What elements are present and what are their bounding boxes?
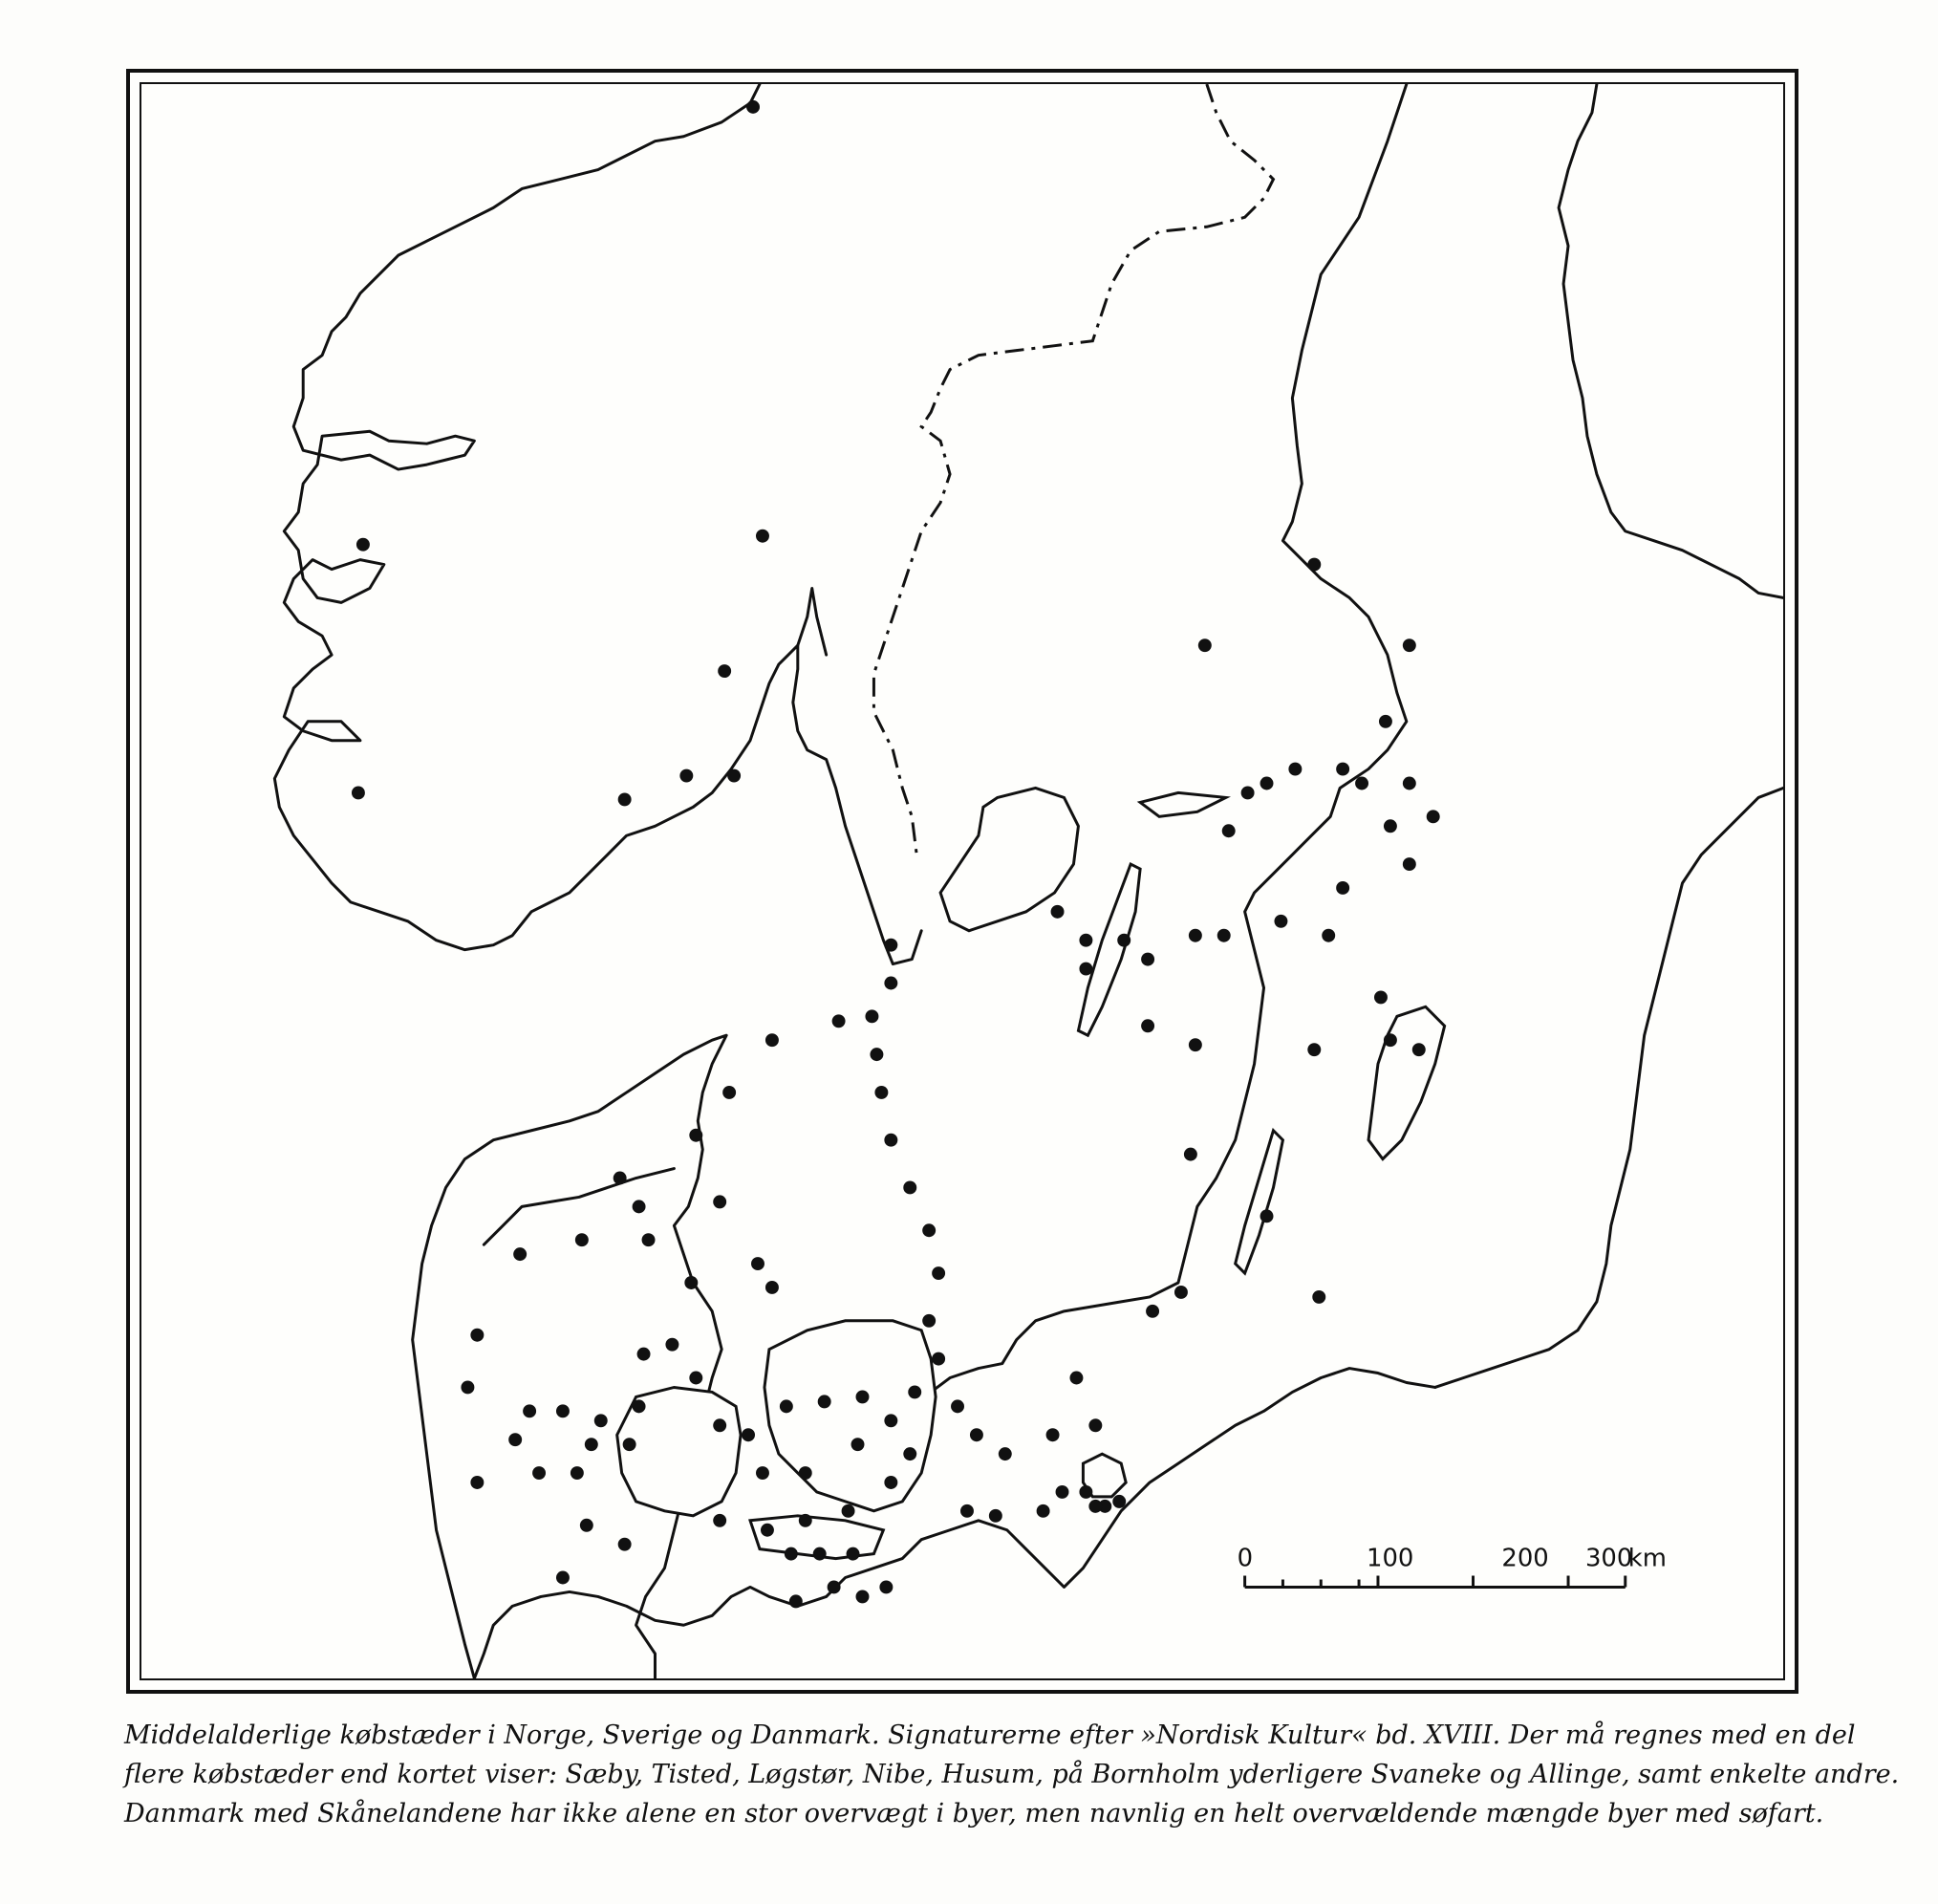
town-dot bbox=[470, 1329, 484, 1342]
town-dot bbox=[970, 1428, 983, 1441]
scale-unit-label: km bbox=[1627, 1544, 1667, 1573]
town-dot bbox=[684, 1276, 698, 1289]
town-dot bbox=[842, 1504, 855, 1518]
town-dot bbox=[1312, 1290, 1325, 1304]
town-dot bbox=[689, 1129, 702, 1142]
town-dot bbox=[594, 1414, 608, 1427]
town-dot bbox=[785, 1547, 798, 1561]
town-dot bbox=[951, 1399, 964, 1413]
town-dot bbox=[633, 1399, 646, 1413]
town-dot bbox=[856, 1390, 870, 1403]
town-dot bbox=[1079, 1485, 1092, 1499]
caption-line-2: flere købstæder end kortet viser: Sæby, Tisted, Løgstør, Nibe, Husum, på Bornholm yderligere Svaneke og Allinge, samt enkelte andre. bbox=[124, 1760, 1900, 1789]
town-dot bbox=[1384, 819, 1397, 833]
town-dot bbox=[908, 1385, 921, 1398]
town-dot bbox=[1046, 1428, 1060, 1441]
town-dot bbox=[1184, 1148, 1197, 1161]
town-dot bbox=[642, 1233, 656, 1246]
town-dot bbox=[356, 538, 370, 552]
town-dot bbox=[722, 1086, 736, 1099]
town-dot bbox=[828, 1580, 841, 1593]
map-canvas bbox=[141, 84, 1783, 1678]
town-dot bbox=[556, 1571, 570, 1585]
town-dot bbox=[713, 1195, 726, 1208]
town-dot bbox=[1112, 1495, 1126, 1508]
town-dot bbox=[884, 1476, 897, 1489]
town-dot bbox=[813, 1547, 827, 1561]
coastline-south-baltic bbox=[474, 1369, 1434, 1678]
town-dot bbox=[1079, 963, 1092, 976]
town-dot bbox=[508, 1433, 522, 1446]
town-dot bbox=[851, 1438, 865, 1451]
town-dot bbox=[1403, 638, 1416, 652]
town-dot bbox=[1336, 763, 1349, 776]
town-dot bbox=[1079, 934, 1092, 947]
town-dot bbox=[1379, 715, 1392, 728]
island-oland bbox=[1236, 1131, 1283, 1273]
town-dot bbox=[679, 769, 693, 783]
coastline-baltic-east bbox=[1435, 788, 1783, 1387]
map-inner-frame bbox=[140, 82, 1785, 1680]
town-dot bbox=[461, 1380, 474, 1394]
town-dot bbox=[1222, 824, 1236, 837]
town-dot bbox=[1056, 1485, 1069, 1499]
town-dot bbox=[1146, 1305, 1159, 1318]
island-gotland bbox=[1368, 1006, 1445, 1158]
town-dot bbox=[960, 1504, 974, 1518]
town-dot bbox=[789, 1594, 803, 1608]
town-dot bbox=[1260, 777, 1274, 790]
town-dot bbox=[780, 1399, 793, 1413]
town-dot bbox=[799, 1514, 812, 1527]
town-dot bbox=[1307, 558, 1321, 572]
town-dot bbox=[932, 1352, 945, 1366]
town-dot bbox=[1403, 777, 1416, 790]
island-zealand bbox=[764, 1321, 936, 1511]
town-dot bbox=[352, 786, 365, 799]
town-dot bbox=[989, 1509, 1002, 1523]
coastline-jutland bbox=[413, 1035, 726, 1678]
town-dot bbox=[571, 1466, 584, 1480]
town-dot bbox=[870, 1048, 883, 1061]
town-dot bbox=[470, 1476, 484, 1489]
town-dot bbox=[1288, 763, 1302, 776]
town-dot bbox=[1069, 1372, 1083, 1385]
scale-label-0: 0 bbox=[1237, 1544, 1254, 1573]
map-caption bbox=[124, 1716, 1900, 1833]
town-dot bbox=[884, 939, 897, 952]
town-dot bbox=[580, 1519, 593, 1532]
town-dot bbox=[1307, 1043, 1321, 1056]
town-dot bbox=[756, 1466, 769, 1480]
town-dot bbox=[614, 1172, 627, 1185]
town-dot bbox=[1174, 1286, 1188, 1299]
town-dot bbox=[865, 1009, 878, 1023]
town-dot bbox=[727, 769, 741, 783]
town-dot bbox=[1427, 810, 1440, 823]
caption-line-1: Middelalderlige købstæder i Norge, Sverige og Danmark. Signaturerne efter »Nordisk Kultur« bd. XVIII. Der må regnes med en del bbox=[124, 1720, 1856, 1750]
town-dot bbox=[903, 1447, 916, 1460]
town-dot bbox=[999, 1447, 1012, 1460]
town-dot bbox=[1322, 929, 1335, 942]
town-dot bbox=[746, 100, 760, 114]
town-dot bbox=[1037, 1504, 1050, 1518]
town-dot bbox=[761, 1524, 774, 1537]
town-dot bbox=[1384, 1033, 1397, 1047]
town-dot bbox=[1117, 934, 1130, 947]
town-dot bbox=[932, 1266, 945, 1280]
town-dot bbox=[1189, 929, 1202, 942]
scale-label-300: 300 bbox=[1584, 1544, 1633, 1573]
town-dot bbox=[874, 1086, 888, 1099]
town-dot bbox=[1336, 881, 1349, 895]
town-dot bbox=[818, 1395, 831, 1408]
town-dot bbox=[765, 1281, 779, 1294]
town-dot bbox=[1374, 990, 1388, 1004]
town-dot bbox=[1412, 1043, 1426, 1056]
coastline-norway bbox=[274, 84, 921, 964]
town-dot bbox=[623, 1438, 636, 1451]
town-dot bbox=[665, 1338, 678, 1352]
town-dot bbox=[1217, 929, 1231, 942]
town-dot bbox=[1141, 953, 1154, 966]
lake-malaren bbox=[1140, 792, 1226, 816]
scale-label-100: 100 bbox=[1367, 1544, 1414, 1573]
town-dot bbox=[523, 1404, 536, 1417]
town-dot bbox=[856, 1590, 870, 1603]
town-dot bbox=[884, 977, 897, 990]
town-dot bbox=[903, 1180, 916, 1194]
coastline-sweden-east bbox=[931, 84, 1407, 1392]
town-dot bbox=[713, 1514, 726, 1527]
scale-bar bbox=[1238, 1545, 1667, 1588]
town-dot bbox=[1274, 915, 1287, 928]
scale-label-200: 200 bbox=[1501, 1544, 1549, 1573]
town-dot bbox=[884, 1134, 897, 1147]
town-dot bbox=[884, 1414, 897, 1427]
town-dot bbox=[556, 1404, 570, 1417]
town-dot bbox=[756, 530, 769, 543]
town-dot bbox=[1189, 1038, 1202, 1051]
town-dot bbox=[618, 1538, 632, 1551]
town-dot bbox=[1141, 1019, 1154, 1032]
town-dot bbox=[765, 1033, 779, 1047]
oslofjord bbox=[798, 588, 827, 655]
town-dot bbox=[1260, 1209, 1274, 1222]
border-norway-sweden bbox=[873, 84, 1273, 855]
town-dot bbox=[1088, 1500, 1102, 1513]
town-dot bbox=[1198, 638, 1212, 652]
town-dot bbox=[922, 1223, 936, 1237]
town-dot bbox=[689, 1372, 702, 1385]
town-dot bbox=[742, 1428, 755, 1441]
town-dot bbox=[585, 1438, 598, 1451]
town-dot bbox=[1088, 1418, 1102, 1432]
town-dot bbox=[879, 1580, 893, 1593]
town-dot bbox=[1051, 905, 1065, 919]
coastline-finland bbox=[1559, 84, 1783, 597]
town-dot bbox=[847, 1547, 860, 1561]
town-dot bbox=[575, 1233, 589, 1246]
town-dot bbox=[1355, 777, 1368, 790]
town-dot bbox=[799, 1466, 812, 1480]
caption-line-3: Danmark med Skånelandene har ikke alene en stor overvægt i byer, men navnlig en helt overvældende mængde byer med søfart. bbox=[124, 1799, 1824, 1828]
town-dot bbox=[618, 792, 632, 806]
town-dot bbox=[922, 1314, 936, 1328]
town-dot bbox=[751, 1257, 764, 1270]
town-dot bbox=[832, 1014, 846, 1028]
map-frame bbox=[126, 69, 1798, 1694]
lake-vattern bbox=[1078, 864, 1140, 1035]
town-dot bbox=[1403, 857, 1416, 871]
town-dot bbox=[1241, 786, 1255, 799]
town-dot bbox=[718, 664, 731, 678]
town-dot bbox=[713, 1418, 726, 1432]
town-dot bbox=[633, 1200, 646, 1213]
town-dot bbox=[532, 1466, 546, 1480]
town-dot bbox=[637, 1348, 651, 1361]
town-dot bbox=[513, 1247, 527, 1261]
